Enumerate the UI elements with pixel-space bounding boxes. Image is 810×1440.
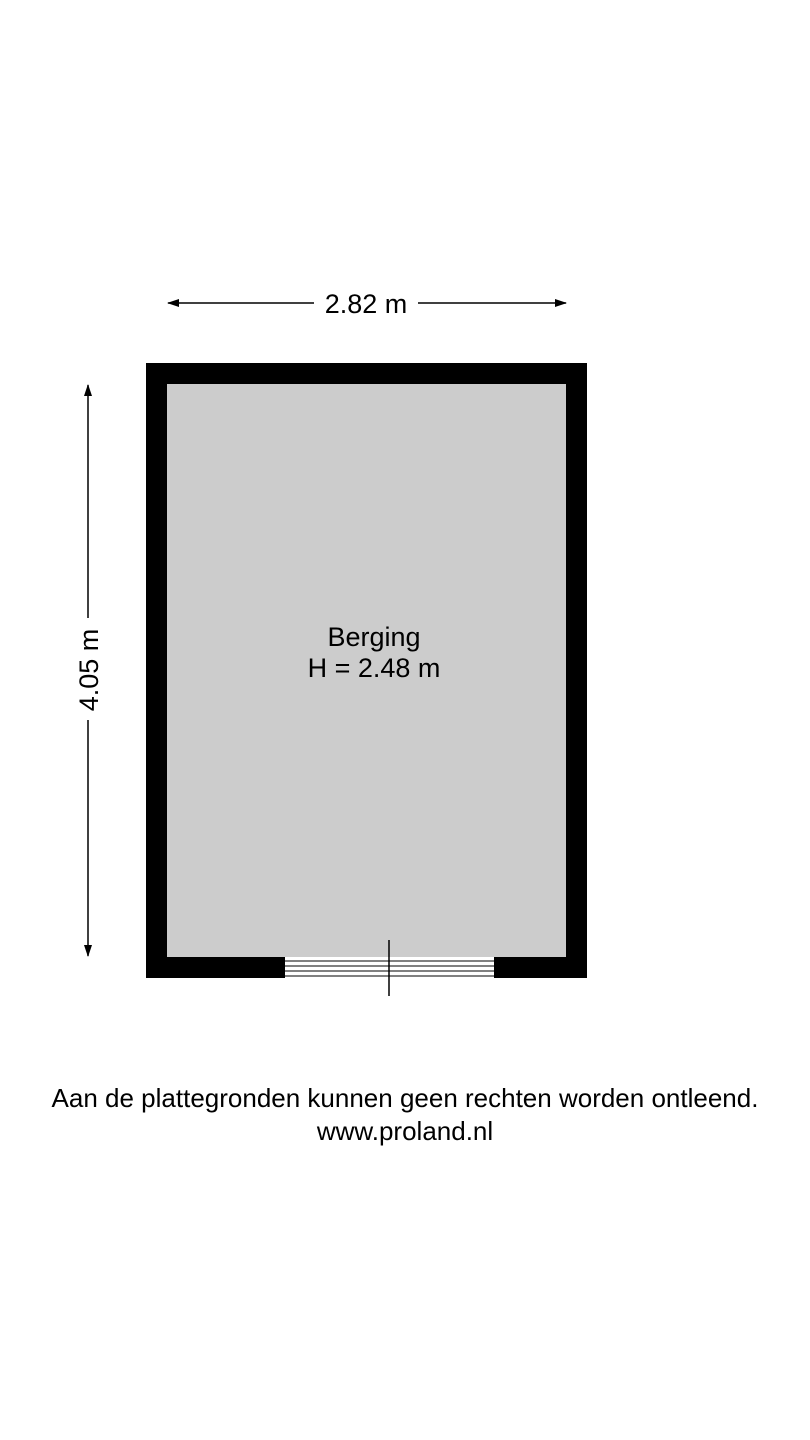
- depth-dimension-label: 4.05 m: [74, 628, 104, 712]
- disclaimer-text: Aan de plattegronden kunnen geen rechten worden ontleend.: [51, 1083, 759, 1113]
- room-berging: [146, 363, 587, 996]
- website-link[interactable]: www.proland.nl: [316, 1116, 494, 1146]
- width-dimension-label: 2.82 m: [324, 289, 408, 319]
- width-dimension: [168, 289, 566, 319]
- footer: [0, 1082, 810, 1148]
- room-height-label: H = 2.48 m: [307, 653, 441, 683]
- room-name-label: Berging: [327, 622, 421, 652]
- depth-dimension: [74, 385, 104, 956]
